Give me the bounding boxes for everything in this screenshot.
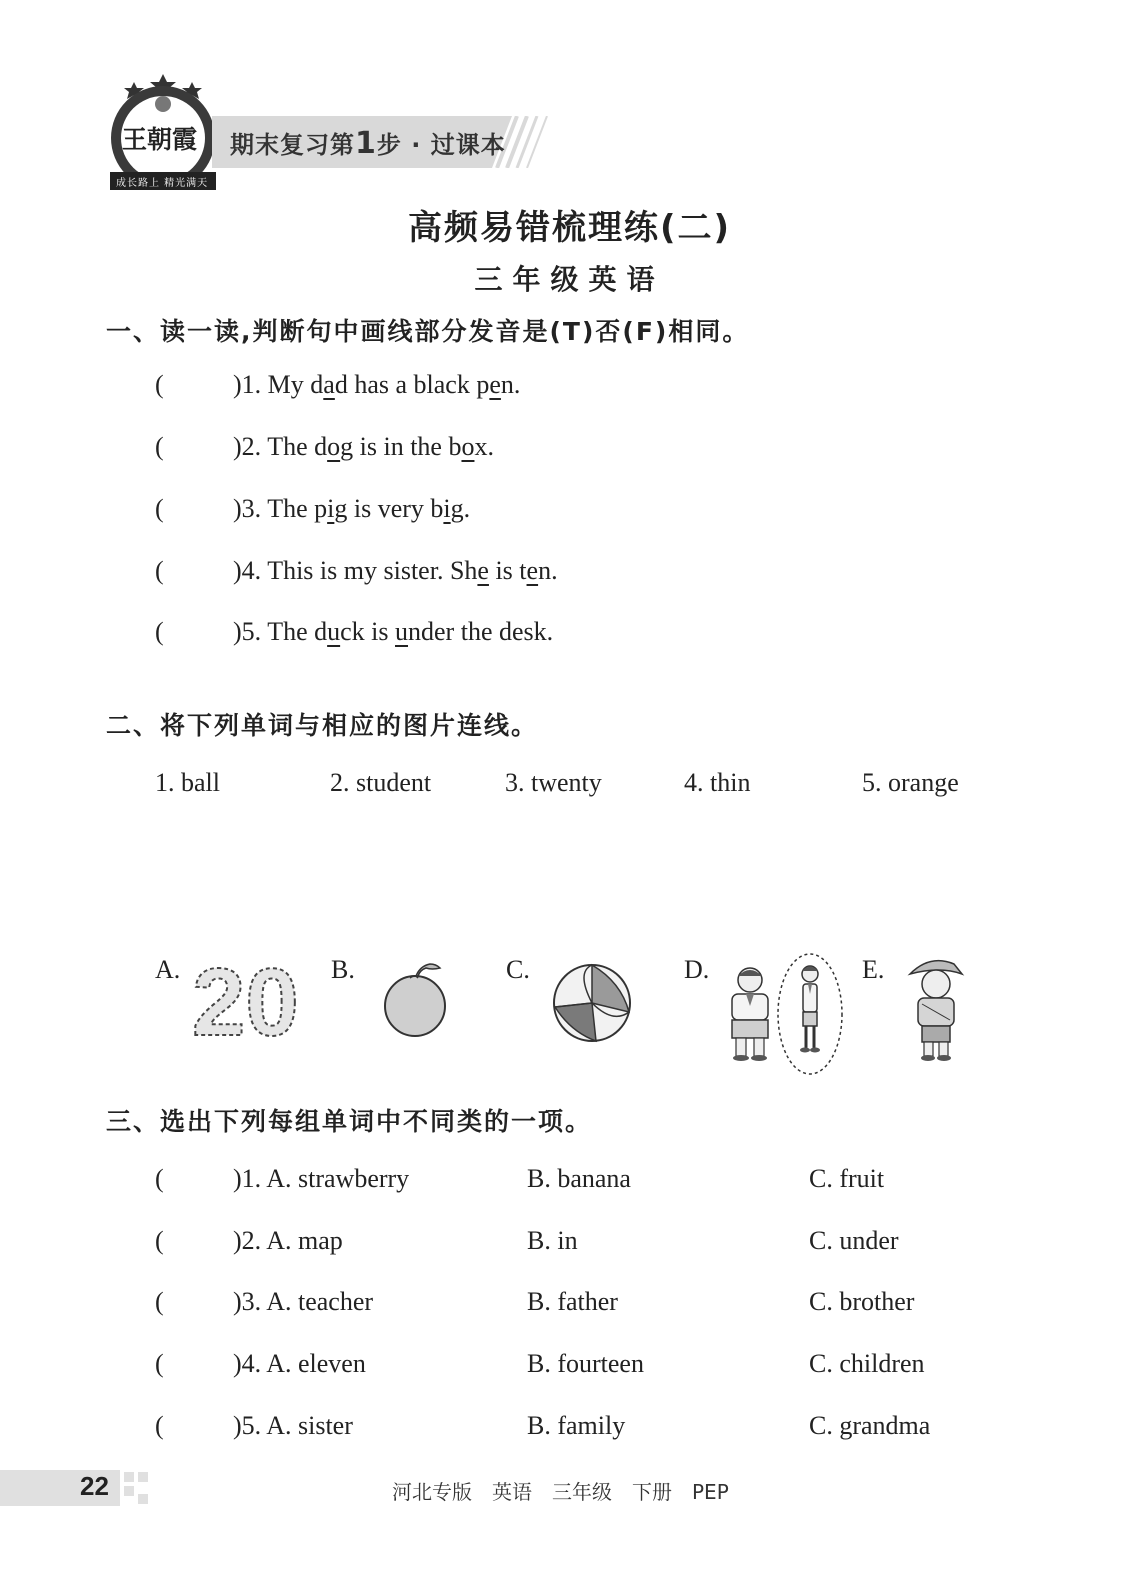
word-student[interactable]: 2. student [330,768,432,797]
banner-text [230,125,506,161]
sentence-text: This is my sister. Sh [267,556,478,585]
section3-title: 三、选出下列每组单词中不同类的一项。 [106,1107,593,1136]
underlined-letter: e [477,556,489,585]
picture-label-b: B. [331,955,355,984]
underlined-letter: i [443,494,451,523]
choice-item-3 [155,1287,373,1317]
option-b[interactable]: B. banana [527,1164,631,1193]
logo-text: 王朝霞 [122,125,198,154]
answer-blank[interactable]: ( [155,1287,164,1316]
sentence-text: n. [538,556,558,585]
item-number: )5. [233,617,268,646]
footer-text: 河北专版 英语 三年级 下册 PEP [392,1480,729,1504]
option-a[interactable]: )4. A. eleven [233,1349,366,1378]
option-b[interactable]: B. family [527,1411,626,1440]
answer-blank[interactable]: ( [155,1349,164,1378]
option-a[interactable]: )3. A. teacher [233,1287,374,1316]
underlined-letter: u [327,617,341,646]
sentence-text: g is very b [334,494,444,523]
sentence-text: The d [267,432,328,461]
sentence-text: g is in the b [340,432,462,461]
choice-item-2 [155,1226,343,1256]
sentence-text: nder the desk. [408,617,554,646]
judge-item-2 [155,432,494,462]
sentence-text: x. [474,432,494,461]
page-number: 22 [80,1471,109,1501]
answer-blank[interactable]: ( [155,1411,164,1440]
banner-prefix: 期末复习第 [230,131,355,159]
answer-blank[interactable]: ( [155,432,164,461]
judge-item-5 [155,617,553,647]
option-c[interactable]: C. grandma [809,1411,931,1440]
choice-item-4 [155,1349,366,1379]
footer-bar [0,1470,150,1506]
underlined-letter: o [327,432,341,461]
answer-blank[interactable]: ( [155,494,164,523]
sentence-text: d has a black p [334,370,490,399]
option-b[interactable]: B. in [527,1226,578,1255]
word-thin[interactable]: 4. thin [684,768,751,797]
underlined-letter: e [489,370,501,399]
orange-icon[interactable] [380,960,452,1040]
judge-item-4 [155,556,558,586]
two-boys-icon[interactable] [722,950,852,1078]
option-b[interactable]: B. father [527,1287,618,1316]
choice-item-5 [155,1411,353,1441]
sentence-text: is t [488,556,527,585]
option-a[interactable]: )5. A. sister [233,1411,353,1440]
page-subtitle: 三年级英语 [474,263,665,296]
sentence-text: n. [500,370,521,399]
page-title: 高频易错梳理练(二) [407,208,732,248]
answer-blank[interactable]: ( [155,1164,164,1193]
svg-text:20: 20 [192,955,299,1043]
answer-blank[interactable]: ( [155,370,164,399]
judge-item-1 [155,370,520,400]
word-ball[interactable]: 1. ball [155,768,220,797]
item-number: )1. [233,370,268,399]
picture-label-a: A. [155,955,181,984]
banner-number: 1 [355,126,377,161]
word-orange[interactable]: 5. orange [862,768,959,797]
sentence-text: g. [450,494,471,523]
judge-item-3 [155,494,470,524]
underlined-letter: i [327,494,335,523]
picture-label-c: C. [506,955,530,984]
logo-bottom-text: 成长路上 精光满天 [116,178,209,189]
section2-title: 二、将下列单词与相应的图片连线。 [106,711,539,740]
option-c[interactable]: C. children [809,1349,925,1378]
item-number: )3. [233,494,268,523]
boy-with-cap-icon[interactable] [900,952,972,1064]
sentence-text: The p [267,494,328,523]
option-c[interactable]: C. under [809,1226,899,1255]
underlined-letter: e [526,556,539,585]
word-twenty[interactable]: 3. twenty [505,768,602,797]
item-number: )2. [233,432,268,461]
section1-title: 一、读一读,判断句中画线部分发音是(T)否(F)相同。 [106,317,750,346]
banner-suffix: 步 · 过课本 [376,131,506,159]
option-a[interactable]: )2. A. map [233,1226,343,1255]
sentence-text: My d [267,370,324,399]
answer-blank[interactable]: ( [155,556,164,585]
sentence-text: The d [267,617,328,646]
number-twenty-icon[interactable] [190,955,314,1043]
option-c[interactable]: C. fruit [809,1164,885,1193]
underlined-letter: u [395,617,409,646]
choice-item-1 [155,1164,409,1194]
option-c[interactable]: C. brother [809,1287,915,1316]
picture-label-d: D. [684,955,710,984]
sentence-text: ck is [340,617,396,646]
option-a[interactable]: )1. A. strawberry [233,1164,410,1193]
answer-blank[interactable]: ( [155,617,164,646]
beach-ball-icon[interactable] [551,962,633,1044]
underlined-letter: a [323,370,335,399]
picture-label-e: E. [862,955,885,984]
answer-blank[interactable]: ( [155,1226,164,1255]
option-b[interactable]: B. fourteen [527,1349,644,1378]
item-number: )4. [233,556,268,585]
underlined-letter: o [461,432,475,461]
